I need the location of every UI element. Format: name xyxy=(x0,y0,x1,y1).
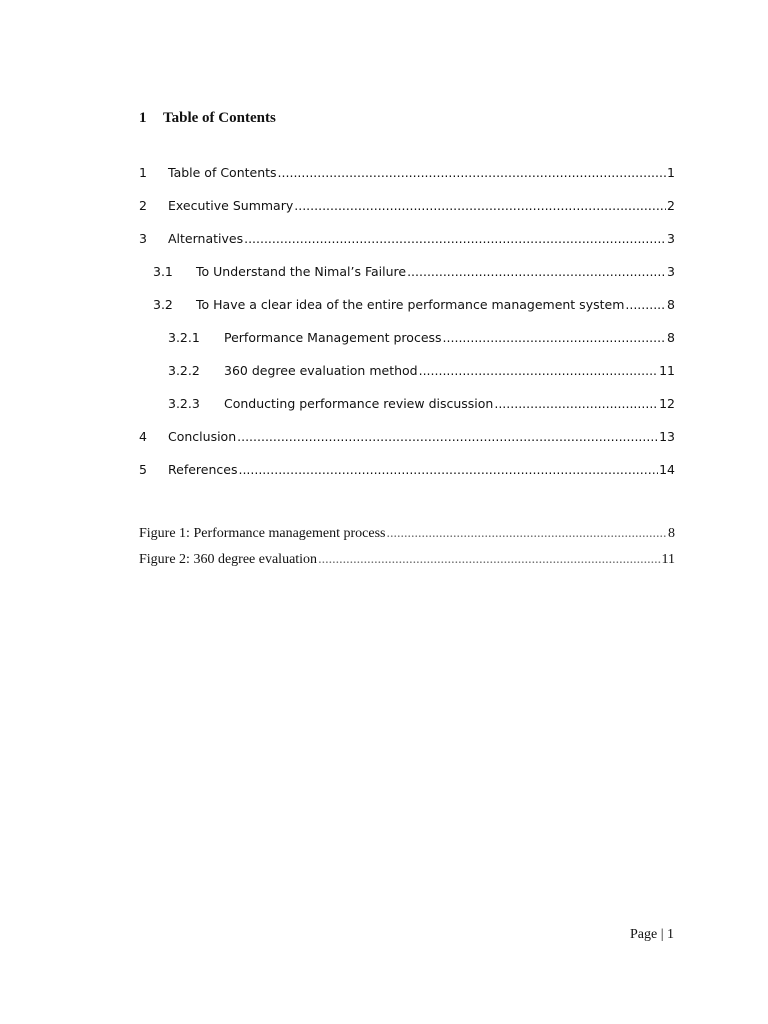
toc-entry-page: 1 xyxy=(667,165,675,180)
page-footer xyxy=(630,927,674,943)
toc-entry-page: 11 xyxy=(659,363,675,378)
figure-entry-page: 8 xyxy=(668,526,675,541)
toc-entry-number: 2 xyxy=(139,198,147,213)
toc-entry-title: To Have a clear idea of the entire performance management system xyxy=(196,297,625,312)
toc-dot-leader xyxy=(419,363,658,378)
figure-entry-page: 11 xyxy=(661,552,675,567)
toc-entry[interactable] xyxy=(139,198,675,218)
toc-entry[interactable] xyxy=(168,330,675,350)
footer-page-label: Page xyxy=(629,927,658,942)
toc-heading-title: Table of Contents xyxy=(163,110,276,126)
toc-entry-title: Conclusion xyxy=(168,429,237,444)
toc-entry-title: To Understand the Nimal’s Failure xyxy=(196,264,407,279)
toc-entry[interactable] xyxy=(139,165,675,185)
toc-entry-number: 3.1 xyxy=(153,264,173,279)
toc-entry[interactable] xyxy=(168,363,675,383)
toc-entry-title: References xyxy=(168,462,238,477)
toc-entry-number: 1 xyxy=(139,165,147,180)
figure-dot-leader xyxy=(386,526,667,542)
toc-entry-title: Table of Contents xyxy=(168,165,277,180)
toc-dot-leader xyxy=(625,297,666,312)
figure-entry-title: Figure 2: 360 degree evaluation xyxy=(139,552,318,567)
toc-entry-title: 360 degree evaluation method xyxy=(224,363,418,378)
toc-entry-page: 2 xyxy=(667,198,675,213)
toc-entry[interactable] xyxy=(139,462,675,482)
toc-dot-leader xyxy=(407,264,666,279)
toc-entry-page: 13 xyxy=(659,429,675,444)
toc-entry[interactable] xyxy=(139,429,675,449)
toc-entry-title: Conducting performance review discussion xyxy=(224,396,494,411)
toc-dot-leader xyxy=(443,330,667,345)
toc-entry-title: Executive Summary xyxy=(168,198,294,213)
toc-entry-page: 3 xyxy=(667,231,675,246)
toc-heading-number: 1 xyxy=(139,110,147,126)
footer-page-number: 1 xyxy=(667,927,674,942)
toc-heading xyxy=(139,110,276,127)
toc-dot-leader xyxy=(237,429,658,444)
toc-entry-number: 5 xyxy=(139,462,147,477)
toc-dot-leader xyxy=(244,231,666,246)
figure-entry-title: Figure 1: Performance management process xyxy=(139,526,386,541)
figure-dot-leader xyxy=(318,552,660,568)
toc-entry-page: 3 xyxy=(667,264,675,279)
toc-dot-leader xyxy=(494,396,658,411)
toc-dot-leader xyxy=(278,165,667,180)
toc-entry-title: Alternatives xyxy=(168,231,244,246)
toc-entry-number: 3.2.1 xyxy=(168,330,200,345)
toc-entry-page: 8 xyxy=(667,330,675,345)
toc-dot-leader xyxy=(238,462,658,477)
toc-dot-leader xyxy=(294,198,666,213)
toc-entry-title: Performance Management process xyxy=(224,330,442,345)
toc-entry-page: 12 xyxy=(659,396,675,411)
toc-entry-page: 14 xyxy=(659,462,675,477)
toc-entry-number: 3.2.2 xyxy=(168,363,200,378)
toc-entry-page: 8 xyxy=(667,297,675,312)
toc-entry-number: 3.2.3 xyxy=(168,396,200,411)
figure-entry[interactable] xyxy=(139,526,675,546)
toc-entry-number: 3 xyxy=(139,231,147,246)
toc-entry[interactable] xyxy=(153,264,675,284)
toc-entry[interactable] xyxy=(153,297,675,317)
figure-entry[interactable] xyxy=(139,552,675,572)
toc-entry[interactable] xyxy=(139,231,675,251)
toc-entry-number: 4 xyxy=(139,429,147,444)
toc-entry[interactable] xyxy=(168,396,675,416)
toc-entry-number: 3.2 xyxy=(153,297,173,312)
footer-separator: | xyxy=(660,927,664,942)
